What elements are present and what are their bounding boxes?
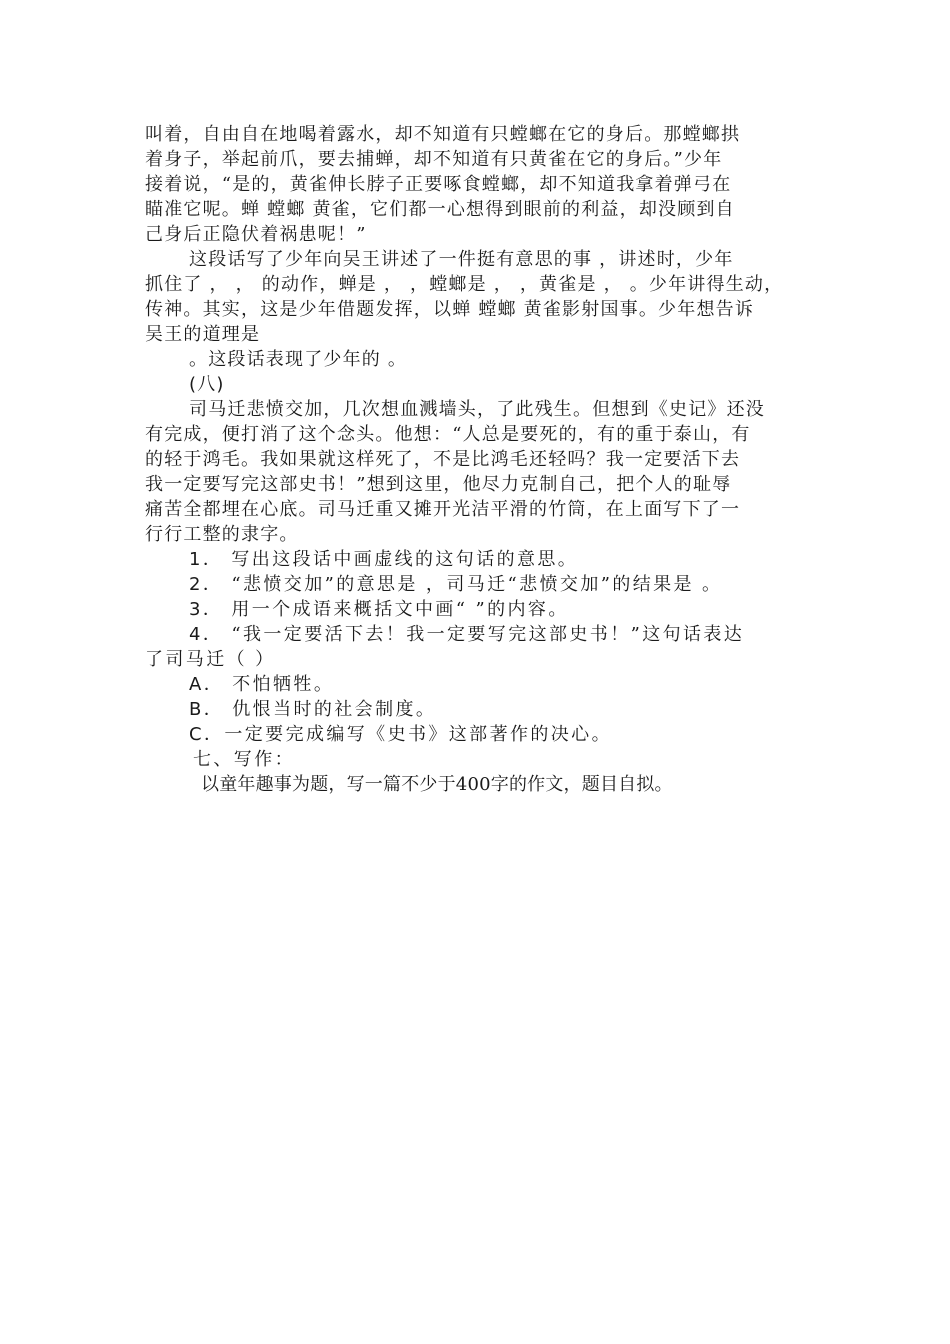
- writing-prompt: 以童年趣事为题，写一篇不少于400字的作文，题目自拟。: [201, 774, 673, 795]
- question-text: 写出这段话中画虚线的这句话的意思。: [231, 549, 579, 570]
- section-heading: (八): [189, 374, 225, 395]
- question-text: “我一定要活下去！我一定要写完这部史书！”这句话表达: [231, 624, 745, 645]
- option-text: 不怕牺牲。: [232, 674, 335, 695]
- passage-seven-question: [145, 247, 807, 372]
- question-number: 3．: [189, 599, 224, 620]
- paragraph-line: 司马迁悲愤交加，几次想血溅墙头，了此残生。但想到《史记》还没: [189, 399, 765, 420]
- question-item: [145, 572, 807, 597]
- option-letter: C．: [189, 724, 225, 745]
- question-line: 。这段话表现了少年的 。: [189, 349, 408, 370]
- paragraph-line: 着身子，举起前爪，要去捕蝉，却不知道有只黄雀在它的身后。”少年: [145, 149, 723, 170]
- option-text: 仇恨当时的社会制度。: [232, 699, 437, 720]
- question-item: [145, 547, 807, 572]
- question-item: [145, 622, 807, 647]
- question-number: 2．: [189, 574, 224, 595]
- option-item: [145, 697, 807, 722]
- paragraph-line: 痛苦全都埋在心底。司马迁重又摊开光洁平滑的竹筒，在上面写下了一: [145, 499, 741, 520]
- question-text: 用一个成语来概括文中画“ ”的内容。: [231, 599, 569, 620]
- paragraph-line: 的轻于鸿毛。我如果就这样死了，不是比鸿毛还轻吗？我一定要活下去: [145, 449, 741, 470]
- section-heading: 七、写作：: [193, 749, 295, 770]
- paragraph-line: 我一定要写完这部史书！”想到这里，他尽力克制自己，把个人的耻辱: [145, 474, 732, 495]
- question-line: 抓住了 ， ， 的动作，蝉是 ， ，螳螂是 ， ，黄雀是 ， 。少年讲得生动，: [145, 274, 784, 295]
- paragraph-line: 行行工整的隶字。: [145, 524, 299, 545]
- question-text: “悲愤交加”的意思是 ，司马迁“悲愤交加”的结果是 。: [231, 574, 723, 595]
- option-letter: B．: [189, 699, 225, 720]
- question-continuation: 了司马迁（ ）: [145, 649, 276, 670]
- paragraph-line: 己身后正隐伏着祸患呢！”: [145, 224, 367, 245]
- question-line: 吴王的道理是: [145, 324, 261, 345]
- option-letter: A．: [189, 674, 225, 695]
- paragraph-line: 接着说，“是的，黄雀伸长脖子正要啄食螳螂，却不知道我拿着弹弓在: [145, 174, 732, 195]
- paragraph-line: 瞄准它呢。蝉 螳螂 黄雀，它们都一心想得到眼前的利益，却没顾到自: [145, 199, 735, 220]
- question-item: [145, 597, 807, 622]
- question-line: 传神。其实，这是少年借题发挥，以蝉 螳螂 黄雀影射国事。少年想告诉: [145, 299, 755, 320]
- paragraph-line: 有完成，便打消了这个念头。他想：“人总是要死的，有的重于泰山，有: [145, 424, 751, 445]
- paragraph-line: 叫着，自由自在地喝着露水，却不知道有只螳螂在它的身后。那螳螂拱: [145, 124, 741, 145]
- question-line: 这段话写了少年向吴王讲述了一件挺有意思的事 ，讲述时，少年: [189, 249, 734, 270]
- passage-seven: [145, 122, 807, 247]
- writing-section: [145, 747, 807, 797]
- option-item: [145, 722, 807, 747]
- question-number: 4．: [189, 624, 224, 645]
- question-number: 1．: [189, 549, 224, 570]
- section-eight: [145, 372, 807, 747]
- document-page: [145, 122, 807, 797]
- option-item: [145, 672, 807, 697]
- option-text: 一定要完成编写《史书》这部著作的决心。: [224, 724, 612, 745]
